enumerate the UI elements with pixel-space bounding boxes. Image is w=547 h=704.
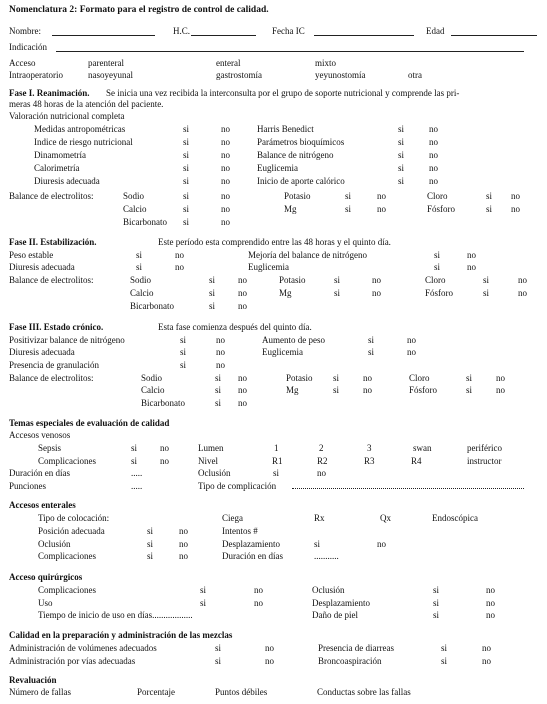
no-option[interactable]: no — [238, 288, 247, 298]
tipo-colocacion-label: Tipo de colocación: — [38, 513, 110, 523]
si-option[interactable]: si — [136, 262, 143, 272]
no-option[interactable]: no — [429, 176, 438, 186]
si-option[interactable]: si — [466, 385, 473, 395]
si-option[interactable]: si — [441, 643, 448, 653]
sodio-label: Sodio — [123, 191, 145, 201]
punciones-field[interactable]: ..... — [131, 481, 143, 491]
fase1-item: Indice de riesgo nutricional — [34, 137, 133, 147]
lumen-1-option[interactable]: 1 — [274, 443, 279, 453]
tipo-complicacion-field[interactable] — [292, 488, 524, 489]
sepsis-label: Sepsis — [38, 443, 62, 453]
si-option[interactable]: si — [183, 150, 190, 160]
si-option[interactable]: si — [398, 176, 405, 186]
no-option[interactable]: no — [429, 150, 438, 160]
form-title: Nomenclatura 2: Formato para el registro de control de calidad. — [9, 5, 269, 15]
duracion-field[interactable]: ........... — [314, 551, 339, 561]
euglicemia-label: Euglicemia — [262, 347, 303, 357]
accesos-venosos-label: Accesos venosos — [9, 430, 71, 440]
intraoperatorio-label: Intraoperatorio — [9, 70, 63, 80]
si-option[interactable]: si — [183, 137, 190, 147]
tipo-complicacion-label: Tipo de complicación — [198, 481, 277, 491]
fase1-item: Parámetros bioquímicos — [257, 137, 345, 147]
si-option[interactable]: si — [368, 347, 375, 357]
electrolitos-label: Balance de electrolitos: — [9, 275, 94, 285]
potasio-label: Potasio — [286, 373, 313, 383]
si-option[interactable]: si — [433, 610, 440, 620]
si-option[interactable]: si — [136, 250, 143, 260]
quirurgicos-heading: Acceso quirúrgicos — [9, 572, 83, 582]
si-option[interactable]: si — [345, 191, 352, 201]
no-option[interactable]: no — [363, 373, 372, 383]
si-option[interactable]: si — [434, 250, 441, 260]
si-option[interactable]: si — [215, 643, 222, 653]
cloro-label: Cloro — [427, 191, 448, 201]
no-option[interactable]: no — [254, 585, 263, 595]
si-option[interactable]: si — [180, 347, 187, 357]
si-option[interactable]: si — [215, 385, 222, 395]
si-option[interactable]: si — [131, 443, 138, 453]
no-option[interactable]: no — [221, 217, 230, 227]
ciega-option[interactable]: Ciega — [222, 513, 243, 523]
duracion-field[interactable]: ..... — [131, 468, 143, 478]
hc-label: H.C. — [173, 26, 191, 36]
potasio-label: Potasio — [279, 275, 306, 285]
fecha-field[interactable] — [314, 35, 414, 36]
no-option[interactable]: no — [179, 551, 188, 561]
si-option[interactable]: si — [131, 456, 138, 466]
no-option[interactable]: no — [221, 137, 230, 147]
no-option[interactable]: no — [482, 643, 491, 653]
si-option[interactable]: si — [483, 288, 490, 298]
fosforo-label: Fósforo — [425, 288, 454, 298]
nivel-r4-option[interactable]: R4 — [411, 456, 422, 466]
si-option[interactable]: si — [398, 150, 405, 160]
nivel-r1-option[interactable]: R1 — [272, 456, 283, 466]
no-option[interactable]: no — [221, 124, 230, 134]
vias-label: Administración por vías adecuadas — [9, 656, 136, 666]
indicacion-field[interactable] — [56, 51, 524, 52]
fase2-text: Este período esta comprendido entre las 48 horas y el quinto día. — [158, 237, 391, 247]
diuresis-label: Diuresis adecuada — [9, 347, 75, 357]
si-option[interactable]: si — [209, 288, 216, 298]
no-option[interactable]: no — [518, 288, 527, 298]
no-option[interactable]: no — [221, 163, 230, 173]
si-option[interactable]: si — [368, 335, 375, 345]
si-option[interactable]: si — [183, 191, 190, 201]
si-option[interactable]: si — [483, 275, 490, 285]
complicaciones-label: Complicaciones — [38, 551, 96, 561]
acceso-otra: otra — [408, 70, 422, 80]
swan-option[interactable]: swan — [413, 443, 432, 453]
sodio-label: Sodio — [130, 275, 152, 285]
acceso-mixto: mixto — [315, 58, 337, 68]
si-option[interactable]: si — [314, 539, 321, 549]
endoscopica-option[interactable]: Endoscópica — [432, 513, 478, 523]
fase1-text-2: meras 48 horas de la atención del paciente. — [9, 99, 164, 109]
nivel-label: Nivel — [198, 456, 218, 466]
electrolitos-label: Balance de electrolitos: — [9, 373, 94, 383]
oclusion-label: Oclusión — [38, 539, 71, 549]
no-option[interactable]: no — [221, 176, 230, 186]
oclusion-label: Oclusión — [312, 585, 345, 595]
nivel-r3-option[interactable]: R3 — [364, 456, 375, 466]
si-option[interactable]: si — [334, 288, 341, 298]
no-option[interactable]: no — [175, 250, 184, 260]
si-option[interactable]: si — [433, 585, 440, 595]
fecha-label: Fecha IC — [272, 26, 305, 36]
calcio-label: Calcio — [123, 204, 147, 214]
no-option[interactable]: no — [372, 288, 381, 298]
no-option[interactable]: no — [467, 262, 476, 272]
granulacion-label: Presencia de granulación — [9, 360, 99, 370]
no-option[interactable]: no — [221, 204, 230, 214]
si-option[interactable]: si — [273, 468, 280, 478]
no-option[interactable]: no — [216, 335, 225, 345]
no-option[interactable]: no — [429, 163, 438, 173]
si-option[interactable]: si — [183, 204, 190, 214]
fase1-item: Dinamometría — [34, 150, 86, 160]
si-option[interactable]: si — [209, 301, 216, 311]
duracion-label: Duración en días — [9, 468, 70, 478]
desplazamiento-label: Desplazamiento — [222, 539, 280, 549]
punciones-label: Punciones — [9, 481, 46, 491]
hc-field[interactable] — [191, 35, 256, 36]
si-option[interactable]: si — [200, 598, 207, 608]
fase1-heading: Fase I. Reanimación. — [9, 88, 90, 98]
si-option[interactable]: si — [215, 398, 222, 408]
acceso-parenteral: parenteral — [88, 58, 124, 68]
complicaciones-label: Complicaciones — [38, 456, 96, 466]
temas-heading: Temas especiales de evaluación de calidad — [9, 418, 170, 428]
no-option[interactable]: no — [160, 456, 169, 466]
mg-label: Mg — [279, 288, 292, 298]
si-option[interactable]: si — [398, 124, 405, 134]
no-option[interactable]: no — [238, 398, 247, 408]
si-option[interactable]: si — [433, 598, 440, 608]
sodio-label: Sodio — [141, 373, 163, 383]
peso-estable-label: Peso estable — [9, 250, 54, 260]
si-option[interactable]: si — [345, 204, 352, 214]
no-option[interactable]: no — [216, 360, 225, 370]
no-option[interactable]: no — [486, 585, 495, 595]
tiempo-inicio-field[interactable]: Tiempo de inicio de uso en días.................. — [38, 610, 193, 620]
no-option[interactable]: no — [377, 191, 386, 201]
no-option[interactable]: no — [221, 191, 230, 201]
no-option[interactable]: no — [496, 385, 505, 395]
no-option[interactable]: no — [518, 275, 527, 285]
instructor-option[interactable]: instructor — [467, 456, 502, 466]
fase1-text-1: Se inicia una vez recibida la interconsulta por el grupo de soporte nutricional y comprende las pri- — [106, 88, 460, 98]
no-option[interactable]: no — [221, 150, 230, 160]
mezclas-heading: Calidad en la preparación y administración de las mezclas — [9, 630, 233, 640]
bicarbonato-label: Bicarbonato — [141, 398, 185, 408]
desplazamiento-label: Desplazamiento — [312, 598, 370, 608]
no-option[interactable]: no — [377, 539, 386, 549]
si-option[interactable]: si — [183, 124, 190, 134]
no-option[interactable]: no — [377, 204, 386, 214]
bicarbonato-label: Bicarbonato — [123, 217, 167, 227]
revaluacion-heading: Revaluación — [9, 675, 57, 685]
oclusion-label: Oclusión — [198, 468, 231, 478]
no-option[interactable]: no — [407, 335, 416, 345]
broncoaspiracion-label: Broncoaspiración — [318, 656, 382, 666]
si-option[interactable]: si — [486, 204, 493, 214]
si-option[interactable]: si — [441, 656, 448, 666]
electrolitos-label: Balance de electrolitos: — [9, 191, 94, 201]
fase1-item: Inicio de aporte calórico — [257, 176, 345, 186]
edad-field[interactable] — [451, 35, 537, 36]
no-option[interactable]: no — [238, 301, 247, 311]
qx-option[interactable]: Qx — [380, 513, 391, 523]
rx-option[interactable]: Rx — [314, 513, 325, 523]
aumento-label: Aumento de peso — [262, 335, 325, 345]
si-option[interactable]: si — [398, 163, 405, 173]
acceso-yeyunostomia: yeyunostomía — [315, 70, 366, 80]
no-option[interactable]: no — [238, 373, 247, 383]
fase3-heading: Fase III. Estado crónico. — [9, 322, 104, 332]
no-option[interactable]: no — [216, 347, 225, 357]
si-option[interactable]: si — [180, 360, 187, 370]
no-option[interactable]: no — [496, 373, 505, 383]
no-option[interactable]: no — [511, 204, 520, 214]
positivizar-label: Positivizar balance de nitrógeno — [9, 335, 125, 345]
bicarbonato-label: Bicarbonato — [130, 301, 174, 311]
no-option[interactable]: no — [486, 598, 495, 608]
acceso-enteral: enteral — [216, 58, 241, 68]
no-option[interactable]: no — [482, 656, 491, 666]
no-option[interactable]: no — [179, 526, 188, 536]
no-option[interactable]: no — [238, 275, 247, 285]
si-option[interactable]: si — [333, 385, 340, 395]
puntos-debiles-label: Puntos débiles — [215, 687, 268, 697]
fase3-text: Esta fase comienza después del quinto día. — [158, 322, 312, 332]
no-option[interactable]: no — [265, 643, 274, 653]
no-option[interactable]: no — [254, 598, 263, 608]
lumen-3-option[interactable]: 3 — [367, 443, 372, 453]
euglicemia-label: Euglicemia — [248, 262, 289, 272]
no-option[interactable]: no — [238, 385, 247, 395]
lumen-2-option[interactable]: 2 — [319, 443, 324, 453]
fase1-item: Harris Benedict — [257, 124, 314, 134]
si-option[interactable]: si — [200, 585, 207, 595]
si-option[interactable]: si — [147, 526, 154, 536]
fase1-item: Diuresis adecuada — [34, 176, 100, 186]
edad-label: Edad — [426, 26, 445, 36]
si-option[interactable]: si — [398, 137, 405, 147]
si-option[interactable]: si — [183, 176, 190, 186]
si-option[interactable]: si — [333, 373, 340, 383]
no-option[interactable]: no — [265, 656, 274, 666]
si-option[interactable]: si — [147, 551, 154, 561]
dano-piel-label: Daño de piel — [312, 610, 358, 620]
si-option[interactable]: si — [434, 262, 441, 272]
nivel-r2-option[interactable]: R2 — [317, 456, 328, 466]
calcio-label: Calcio — [130, 288, 154, 298]
uso-label: Uso — [38, 598, 53, 608]
nombre-field[interactable] — [52, 35, 155, 36]
si-option[interactable]: si — [183, 217, 190, 227]
si-option[interactable]: si — [466, 373, 473, 383]
fase2-heading: Fase II. Estabilización. — [9, 237, 97, 247]
si-option[interactable]: si — [209, 275, 216, 285]
no-option[interactable]: no — [407, 347, 416, 357]
no-option[interactable]: no — [511, 191, 520, 201]
enterales-heading: Accesos enterales — [9, 500, 76, 510]
mejoria-label: Mejoría del balance de nitrógeno — [248, 250, 367, 260]
acceso-label: Acceso — [9, 58, 36, 68]
porcentaje-label: Porcentaje — [137, 687, 175, 697]
diarreas-label: Presencia de diarreas — [318, 643, 394, 653]
duracion-label: Duración en días — [222, 551, 283, 561]
numero-fallas-label: Número de fallas — [9, 687, 71, 697]
nombre-label: Nombre: — [9, 26, 41, 36]
no-option[interactable]: no — [429, 124, 438, 134]
fase1-item: Euglicemia — [257, 163, 298, 173]
fase1-item: Calorimetría — [34, 163, 80, 173]
no-option[interactable]: no — [429, 137, 438, 147]
periferico-option[interactable]: periférico — [467, 443, 502, 453]
no-option[interactable]: no — [363, 385, 372, 395]
lumen-label: Lumen — [198, 443, 224, 453]
mg-label: Mg — [284, 204, 297, 214]
complicaciones-label: Complicaciones — [38, 585, 96, 595]
si-option[interactable]: si — [147, 539, 154, 549]
no-option[interactable]: no — [467, 250, 476, 260]
posicion-label: Posición adecuada — [38, 526, 105, 536]
no-option[interactable]: no — [372, 275, 381, 285]
calcio-label: Calcio — [141, 385, 165, 395]
cloro-label: Cloro — [425, 275, 446, 285]
si-option[interactable]: si — [215, 373, 222, 383]
valoracion-label: Valoración nutricional completa — [9, 111, 125, 121]
conductas-label: Conductas sobre las fallas — [317, 687, 411, 697]
indicacion-label: Indicación — [9, 42, 47, 52]
si-option[interactable]: si — [334, 275, 341, 285]
fase1-item: Medidas antropométricas — [34, 124, 126, 134]
intentos-label: Intentos # — [222, 526, 258, 536]
no-option[interactable]: no — [179, 539, 188, 549]
diuresis-label: Diuresis adecuada — [9, 262, 75, 272]
volumenes-label: Administración de volúmenes adecuados — [9, 643, 157, 653]
no-option[interactable]: no — [175, 262, 184, 272]
si-option[interactable]: si — [183, 163, 190, 173]
mg-label: Mg — [286, 385, 299, 395]
fase1-item: Balance de nitrógeno — [257, 150, 334, 160]
potasio-label: Potasio — [284, 191, 311, 201]
fosforo-label: Fósforo — [427, 204, 456, 214]
acceso-gastrostomia: gastrostomía — [216, 70, 262, 80]
cloro-label: Cloro — [409, 373, 430, 383]
no-option[interactable]: no — [160, 443, 169, 453]
no-option[interactable]: no — [486, 610, 495, 620]
fosforo-label: Fósforo — [409, 385, 438, 395]
no-option[interactable]: no — [317, 468, 326, 478]
acceso-nasoyeyunal: nasoyeyunal — [88, 70, 133, 80]
si-option[interactable]: si — [180, 335, 187, 345]
si-option[interactable]: si — [215, 656, 222, 666]
si-option[interactable]: si — [486, 191, 493, 201]
